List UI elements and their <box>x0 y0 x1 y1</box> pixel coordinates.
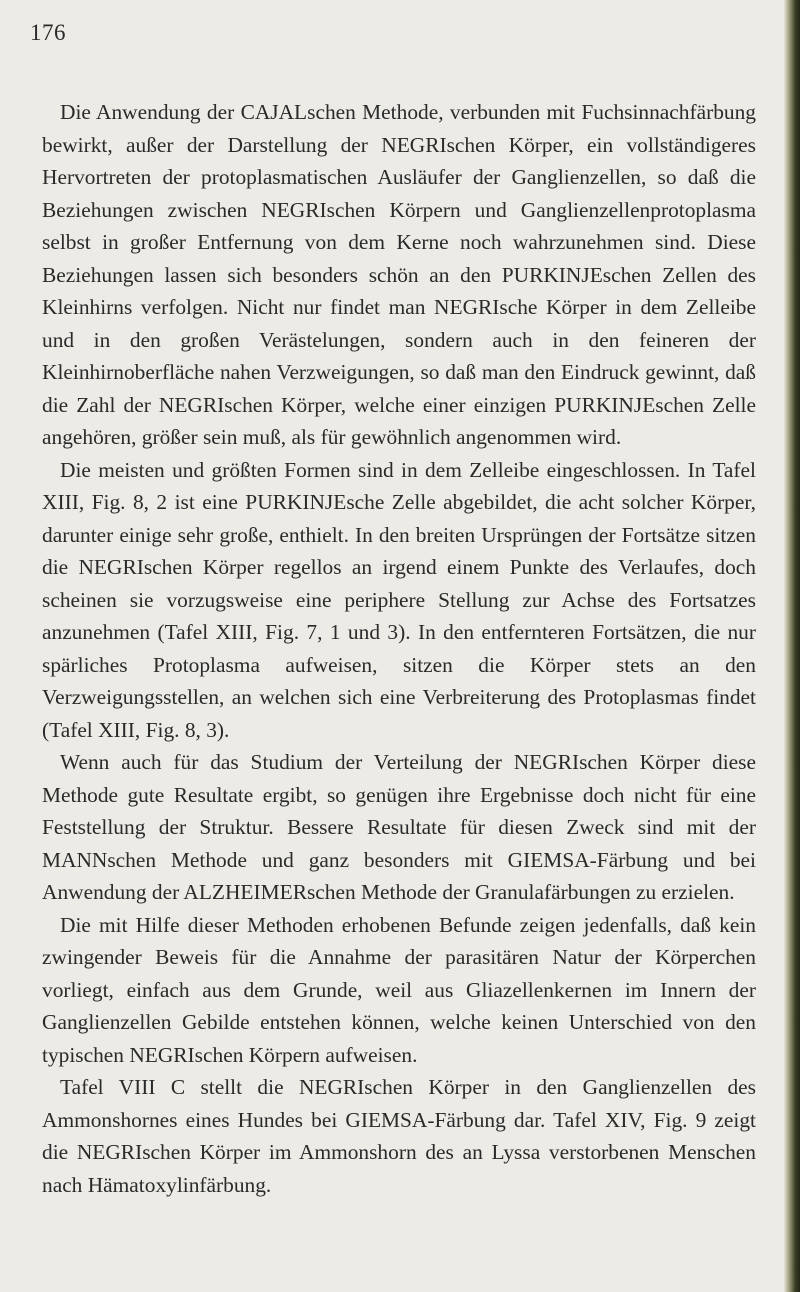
paragraph-5: Tafel VIII C stellt die NEGRIschen Körper in den Ganglienzellen des Ammonshornes eines Hundes bei GIEMSA-Färbung dar. Tafel XIV, Fig. 9 zeigt die NEGRIschen Körper im Ammonshorn des an Lyssa verstorbenen Menschen nach Hämatoxylinfärbung. <box>42 1075 756 1197</box>
page-edge-shadow <box>784 0 800 1292</box>
page-number: 176 <box>30 20 66 45</box>
paragraph-2: Die meisten und größten Formen sind in dem Zelleibe eingeschlossen. In Tafel XIII, Fig. 8, 2 ist eine PURKINJEsche Zelle abgebildet, die acht solcher Körper, darunter einige sehr große, enthielt. In den breiten Ursprüngen der Fortsätze sitzen die NEGRIschen Körper regellos an irgend einem Punkte des Verlaufes, doch scheinen sie vorzugsweise eine periphere Stellung zur Achse des Fortsatzes anzunehmen (Tafel XIII, Fig. 7, 1 und 3). In den entfernteren Fortsätzen, die nur spärliches Protoplasma aufweisen, sitzen die Körper stets an den Verzweigungsstellen, an welchen sich eine Verbreiterung des Protoplasmas findet (Tafel XIII, Fig. 8, 3). <box>42 457 756 742</box>
paragraph-4: Die mit Hilfe dieser Methoden erhobenen Befunde zeigen jedenfalls, daß kein zwingender Beweis für die Annahme der parasitären Natur der Körperchen vorliegt, einfach aus dem Grunde, weil aus Gliazellenkernen im Innern der Ganglienzellen Gebilde entstehen können, welche keinen Unterschied von den typischen NEGRIschen Körpern aufweisen. <box>42 912 756 1067</box>
paragraph-1: Die Anwendung der CAJALschen Methode, verbunden mit Fuchsinnachfärbung bewirkt, außer der Darstellung der NEGRIschen Körper, ein vollständigeres Hervortreten der protoplasmatischen Ausläufer der Ganglienzellen, so daß die Beziehungen zwischen NEGRIschen Körpern und Ganglienzellenprotoplasma selbst in großer Entfernung von dem Kerne noch wahrzunehmen sind. Diese Beziehungen lassen sich besonders schön an den PURKINJEschen Zellen des Kleinhirns verfolgen. Nicht nur findet man NEGRIsche Körper in dem Zelleibe und in den großen Verästelungen, sondern auch in den feineren der Kleinhirnoberfläche nahen Verzweigungen, so daß man den Eindruck gewinnt, daß die Zahl der NEGRIschen Körper, welche einer einzigen PURKINJEschen Zelle angehören, größer sein muß, als für gewöhnlich angenommen wird. <box>42 100 756 449</box>
body-text <box>42 96 756 1201</box>
paragraph-3: Wenn auch für das Studium der Verteilung der NEGRIschen Körper diese Methode gute Resultate ergibt, so genügen ihre Ergebnisse doch nicht für eine Feststellung der Struktur. Bessere Resultate für diesen Zweck sind mit der MANNschen Methode und ganz besonders mit GIEMSA-Färbung und bei Anwendung der ALZHEIMERschen Methode der Granulafärbungen zu erzielen. <box>42 750 756 904</box>
